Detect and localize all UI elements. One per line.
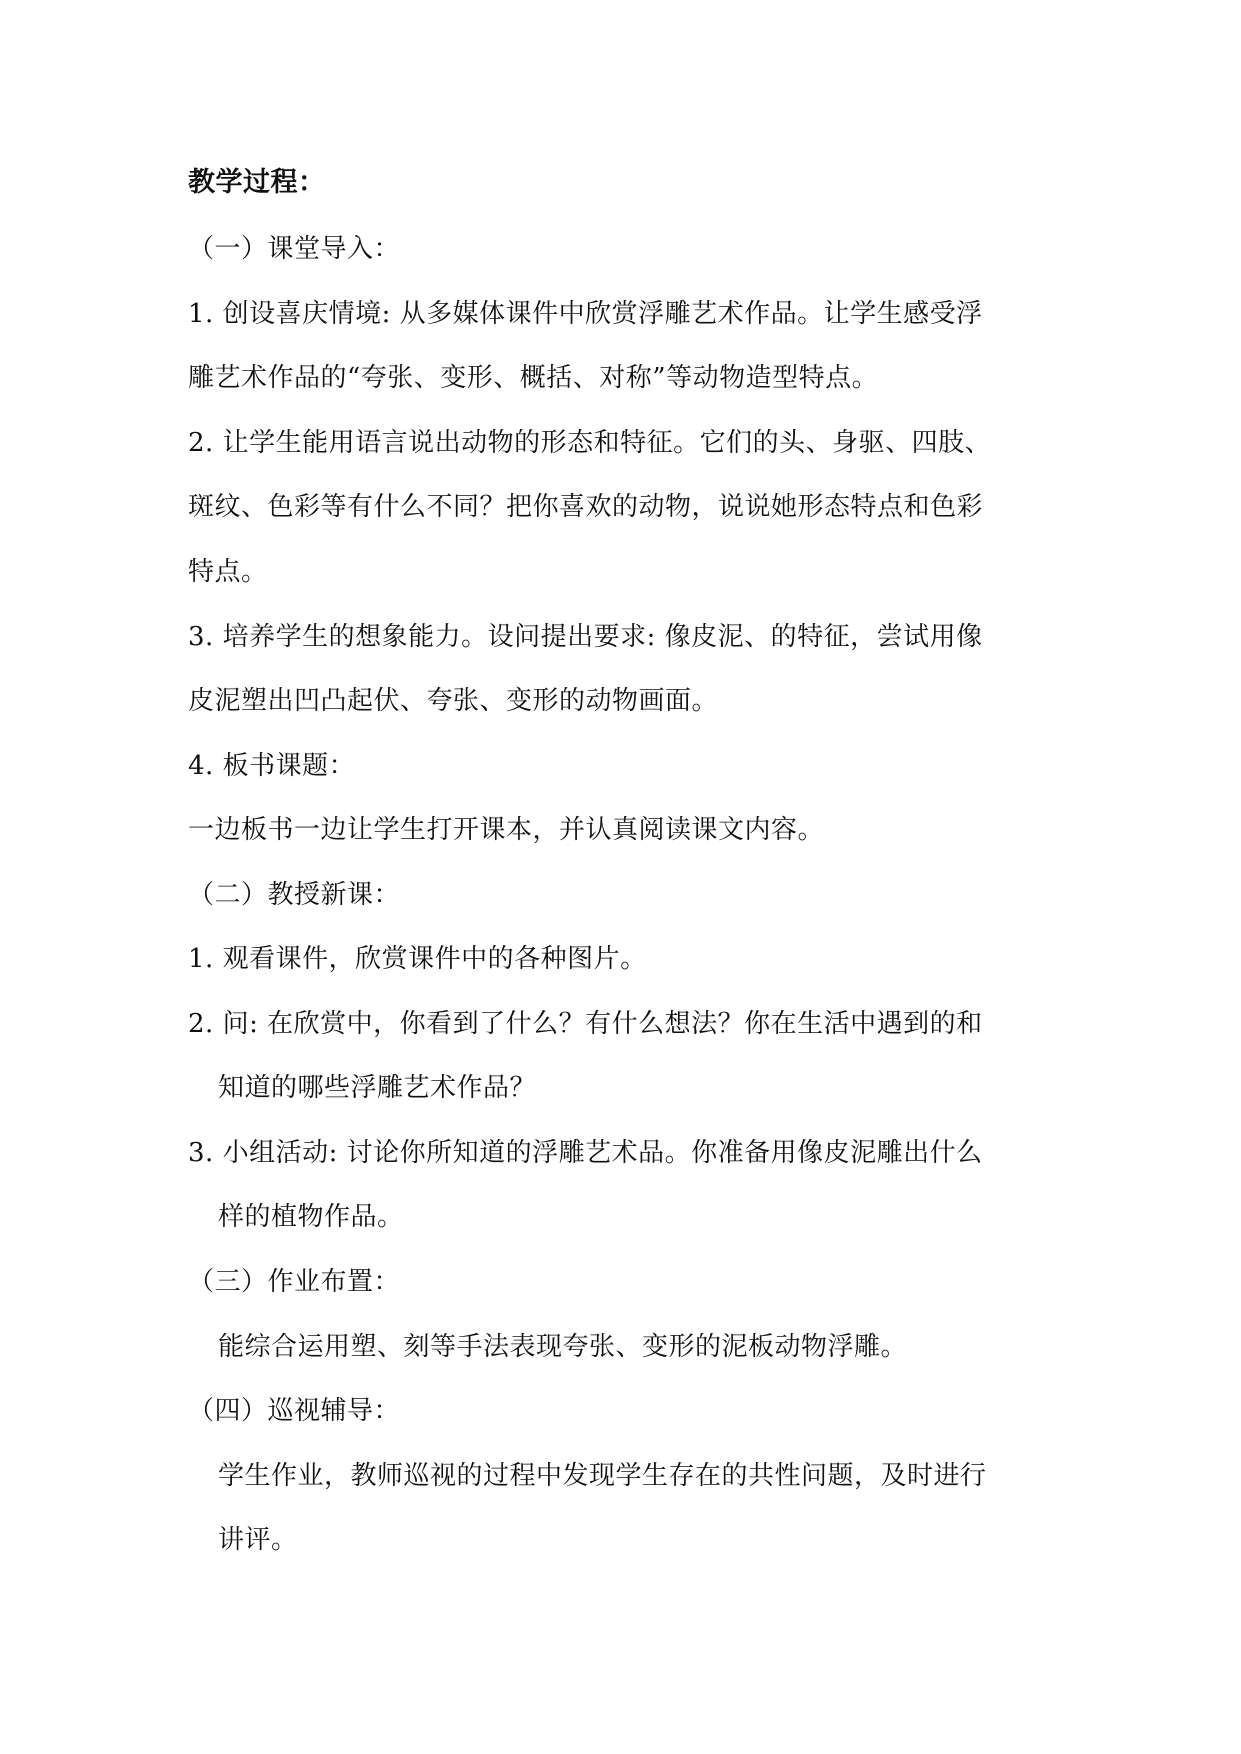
paragraph-line: 2. 问: 在欣赏中，你看到了什么？有什么想法？你在生活中遇到的和: [188, 1009, 983, 1039]
subsection-heading: （二）教授新课：: [188, 880, 401, 910]
paragraph-line: 学生作业，教师巡视的过程中发现学生存在的共性问题，及时进行: [218, 1461, 987, 1491]
paragraph-line: 4. 板书课题：: [188, 751, 356, 781]
section-heading: 教学过程：: [188, 167, 326, 198]
paragraph-line: 能综合运用塑、刻等手法表现夸张、变形的泥板动物浮雕。: [218, 1332, 908, 1362]
paragraph-line: 1. 观看课件，欣赏课件中的各种图片。: [188, 944, 647, 974]
paragraph-line: 特点。: [188, 557, 268, 587]
subsection-heading: （四）巡视辅导：: [188, 1396, 401, 1426]
paragraph-line: 皮泥塑出凹凸起伏、夸张、变形的动物画面。: [188, 686, 719, 716]
paragraph-line: 雕艺术作品的“夸张、变形、概括、对称”等动物造型特点。: [188, 363, 879, 393]
paragraph-line: 讲评。: [218, 1525, 298, 1555]
paragraph-line: 3. 小组活动: 讨论你所知道的浮雕艺术品。你准备用像皮泥雕出什么: [188, 1138, 983, 1168]
paragraph-line: 样的植物作品。: [218, 1202, 404, 1232]
paragraph-line: 1. 创设喜庆情境: 从多媒体课件中欣赏浮雕艺术作品。让学生感受浮: [188, 299, 983, 329]
paragraph-line: 知道的哪些浮雕艺术作品？: [218, 1073, 537, 1103]
subsection-heading: （三）作业布置：: [188, 1267, 401, 1297]
paragraph-line: 2. 让学生能用语言说出动物的形态和特征。它们的头、身驱、四肢、: [188, 428, 992, 458]
paragraph-line: 斑纹、色彩等有什么不同？把你喜欢的动物，说说她形态特点和色彩: [188, 492, 984, 522]
paragraph-line: 一边板书一边让学生打开课本，并认真阅读课文内容。: [188, 815, 825, 845]
paragraph-line: 3. 培养学生的想象能力。设问提出要求: 像皮泥、的特征，尝试用像: [188, 622, 983, 652]
subsection-heading: （一）课堂导入：: [188, 234, 401, 264]
